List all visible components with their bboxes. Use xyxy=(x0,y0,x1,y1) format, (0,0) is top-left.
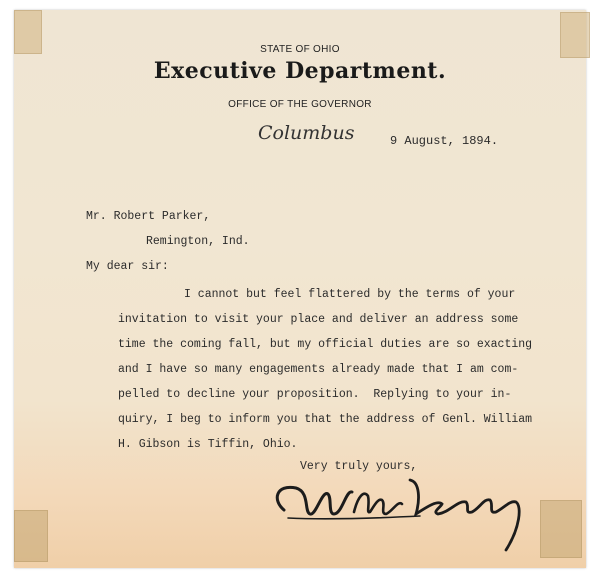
letter-date: 9 August, 1894. xyxy=(390,134,499,148)
closing: Very truly yours, xyxy=(300,460,418,473)
signature xyxy=(270,470,550,560)
letterhead-office: OFFICE OF THE GOVERNOR xyxy=(228,99,372,110)
letterhead-department: Executive Department. xyxy=(153,58,447,84)
recipient-location: Remington, Ind. xyxy=(146,235,250,248)
tape-bottom-left xyxy=(14,510,48,562)
salutation: My dear sir: xyxy=(86,260,169,273)
body-line: invitation to visit your place and deliver an address some xyxy=(118,313,519,326)
body-line: pelled to decline your proposition. Replying to your in- xyxy=(118,388,512,401)
body-line: time the coming fall, but my official duties are so exacting xyxy=(118,338,533,351)
recipient-name: Mr. Robert Parker, xyxy=(86,210,211,223)
letterhead-state: STATE OF OHIO xyxy=(260,44,340,55)
body-line: and I have so many engagements already made that I am com- xyxy=(118,363,519,376)
body-line: I cannot but feel flattered by the terms of your xyxy=(184,288,516,301)
body-line: H. Gibson is Tiffin, Ohio. xyxy=(118,438,298,451)
body-line: quiry, I beg to inform you that the address of Genl. William xyxy=(118,413,533,426)
letterhead-city: Columbus xyxy=(258,122,355,144)
